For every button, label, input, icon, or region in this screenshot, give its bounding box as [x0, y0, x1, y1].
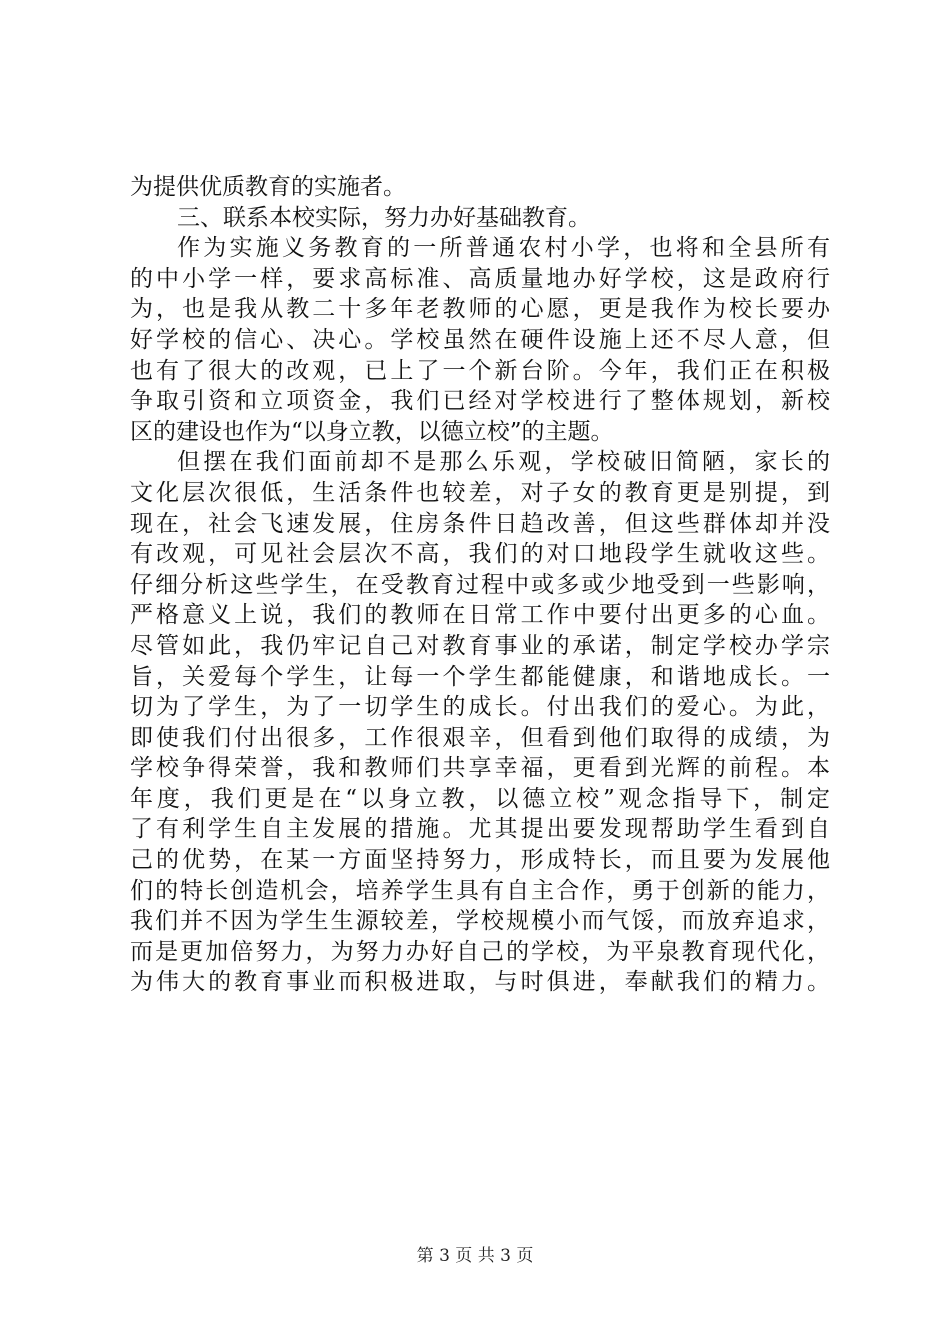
text-line: 切为了学生，为了一切学生的成长。付出我们的爱心。为此， — [130, 694, 830, 721]
text-line: 了有利学生自主发展的措施。尤其提出要发现帮助学生看到自 — [130, 816, 830, 843]
text-line: 争取引资和立项资金，我们已经对学校进行了整体规划，新校 — [130, 388, 830, 415]
text-line: 为提供优质教育的实施者。 — [130, 174, 406, 200]
text-line: 好学校的信心、决心。学校虽然在硬件设施上还不尽人意，但 — [130, 326, 830, 353]
text-line: 现在，社会飞速发展，住房条件日趋改善，但这些群体却并没 — [130, 510, 830, 537]
text-line: 学校争得荣誉，我和教师们共享幸福，更看到光辉的前程。本 — [130, 755, 830, 782]
text-line: 我们并不因为学生生源较差，学校规模小而气馁，而放弃追求， — [130, 908, 830, 935]
text-line: 三、联系本校实际，努力办好基础教育。 — [177, 204, 591, 231]
text-line: 有改观，可见社会层次不高，我们的对口地段学生就收这些。 — [130, 541, 830, 568]
text-line: 们的特长创造机会，培养学生具有自主合作，勇于创新的能力， — [130, 877, 830, 904]
text-line: 的中小学一样，要求高标准、高质量地办好学校，这是政府行 — [130, 265, 830, 292]
text-line: 年度，我们更是在“以身立教，以德立校”观念指导下，制定 — [130, 785, 830, 812]
text-line: 文化层次很低，生活条件也较差，对子女的教育更是别提，到 — [130, 479, 830, 506]
text-line: 为，也是我从教二十多年老教师的心愿，更是我作为校长要办 — [130, 296, 830, 323]
text-line: 即使我们付出很多，工作很艰辛，但看到他们取得的成绩，为 — [130, 724, 830, 751]
text-line: 严格意义上说，我们的教师在日常工作中要付出更多的心血。 — [130, 602, 830, 629]
text-line: 也有了很大的改观，已上了一个新台阶。今年，我们正在积极 — [130, 357, 830, 384]
text-line: 旨，关爱每个学生，让每一个学生都能健康，和谐地成长。一 — [130, 663, 830, 690]
text-line: 作为实施义务教育的一所普通农村小学，也将和全县所有 — [177, 235, 830, 262]
document-body — [130, 172, 830, 998]
text-line: 己的优势，在某一方面坚持努力，形成特长，而且要为发展他 — [130, 847, 830, 874]
text-line: 尽管如此，我仍牢记自己对教育事业的承诺，制定学校办学宗 — [130, 632, 830, 659]
text-line: 但摆在我们面前却不是那么乐观，学校破旧简陋，家长的 — [177, 449, 830, 476]
text-line: 而是更加倍努力，为努力办好自己的学校，为平泉教育现代化， — [130, 938, 830, 965]
page-footer: 第 3 页 共 3 页 — [416, 1246, 534, 1266]
text-line: 为伟大的教育事业而积极进取，与时俱进，奉献我们的精力。 — [130, 969, 830, 996]
text-line: 仔细分析这些学生，在受教育过程中或多或少地受到一些影响， — [130, 571, 830, 598]
text-line: 区的建设也作为“以身立教，以德立校”的主题。 — [130, 418, 614, 445]
